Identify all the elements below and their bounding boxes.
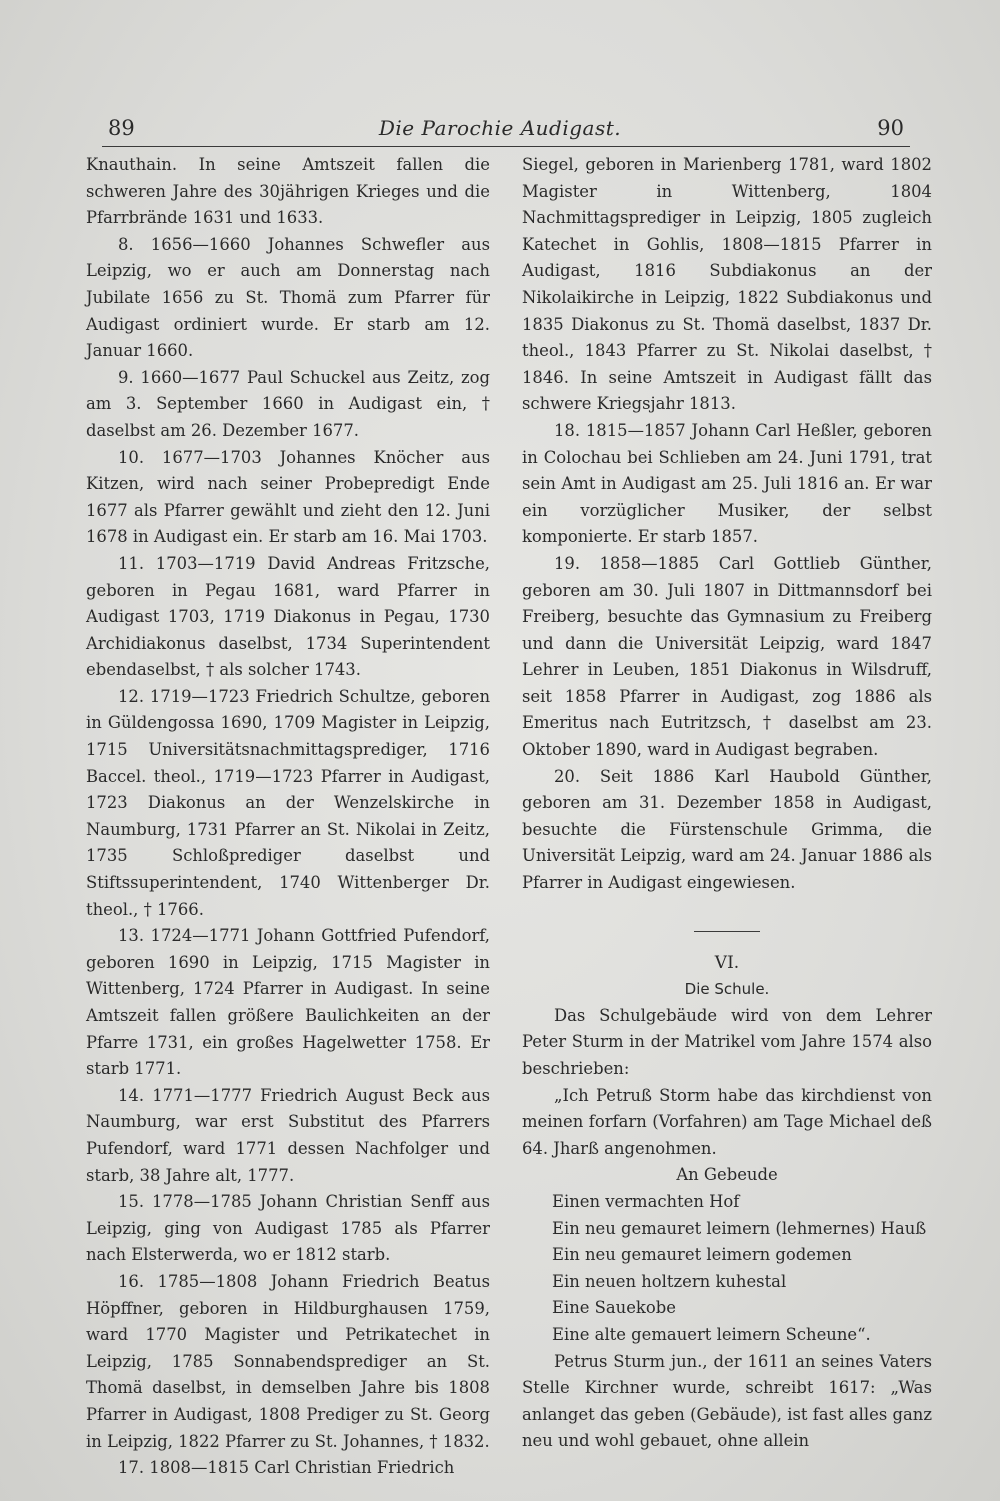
page-number-right: 90 — [877, 116, 904, 140]
pastor-entry-18: 18. 1815—1857 Johann Carl Heßler, geboren in Colochau bei Schlieben am 24. Juni 1791, trat sein Amt in Audigast am 25. Juli 1816 an. Er war ein vorzüglicher Musiker, der selbst komponierte. Er starb 1857. — [522, 420, 932, 547]
pastor-entry-17-start: 17. 1808—1815 Carl Christian Friedrich — [118, 1458, 455, 1478]
pastor-entry-10: 10. 1677—1703 Johannes Knöcher aus Kitzen, wird nach seiner Probepredigt Ende 1677 als Pfarrer gewählt und zieht den 12. Juni 1678 in Audigast ein. Er starb am 16. Mai 1703. — [86, 447, 490, 547]
pastor-entry-20: 20. Seit 1886 Karl Haubold Günther, geboren am 31. Dezember 1858 in Audigast, besuchte die Fürstenschule Grimma, die Universität Leipzig, ward am 24. Januar 1886 als Pfarrer in Audigast eingewiesen. — [522, 766, 932, 893]
page-number-left: 89 — [108, 116, 135, 140]
pastor-entry-12: 12. 1719—1723 Friedrich Schultze, geboren in Güldengossa 1690, 1709 Magister in Leipzig, 1715 Universitätsnachmittagsprediger, 1716 Baccel. theol., 1719—1723 Pfarrer in Audigast, 1723 Diakonus an der Wenzelskirche in Naumburg, 1731 Pfarrer an St. Nikolai in Zeitz, 1735 Schloßprediger daselbst und Stiftssuperintendent, 1740 Wittenberger Dr. theol., † 1766. — [86, 686, 490, 919]
section-title: Die Schule. — [684, 980, 770, 999]
pastor-entry-8: 8. 1656—1660 Johannes Schwefler aus Leipzig, wo er auch am Donnerstag nach Jubilate 1656 zu St. Thomä zum Pfarrer für Audigast ordiniert wurde. Er starb am 12. Januar 1660. — [86, 234, 490, 361]
pastor-entry-14: 14. 1771—1777 Friedrich August Beck aus Naumburg, war erst Substitut des Pfarrers Pufendorf, ward 1771 dessen Nachfolger und starb, 38 Jahre alt, 1777. — [86, 1085, 490, 1185]
pastor-entry-13: 13. 1724—1771 Johann Gottfried Pufendorf, geboren 1690 in Leipzig, 1715 Magister in Wittenberg, 1724 Pfarrer in Audigast. In seine Amtszeit fallen größere Baulichkeiten an der Pfarre 1731, ein großes Hagelwetter 1758. Er starb 1771. — [86, 926, 490, 1079]
page-header — [80, 112, 920, 148]
quote-opening: „Ich Petruß Storm habe das kirchdienst von meinen forfarn (Vorfahren) am Tage Michael deß 64. Jharß angenohmen. — [522, 1085, 932, 1158]
pastor-entry-15: 15. 1778—1785 Johann Christian Senff aus Leipzig, ging von Audigast 1785 als Pfarrer nach Elsterwerda, wo er 1812 starb. — [86, 1192, 490, 1265]
pastor-entry-16: 16. 1785—1808 Johann Friedrich Beatus Höpffner, geboren in Hildburghausen 1759, ward 1770 Magister und Petrikatechet in Leipzig, 1785 Sonnabendsprediger an St. Thomä daselbst, in demselben Jahre bis 1808 Pfarrer in Audigast, 1808 Prediger zu St. Georg in Leipzig, 1822 Pfarrer zu St. Johannes, † 1832. — [86, 1271, 490, 1451]
pastor-entry-19: 19. 1858—1885 Carl Gottlieb Günther, geboren am 30. Juli 1807 in Dittmannsdorf bei Freiberg, besuchte das Gymnasium zu Freiberg und dann die Universität Leipzig, ward 1847 Lehrer in Leuben, 1851 Diakonus in Wilsdruff, seit 1858 Pfarrer in Audigast, zog 1886 als Emeritus nach Eutritzsch, † daselbst am 23. Oktober 1890, ward in Audigast begraben. — [522, 553, 932, 760]
quote-item: Ein neu gemauret leimern (lehmernes) Hauß — [552, 1218, 927, 1238]
left-column — [86, 152, 490, 1482]
quote-heading: An Gebeude — [676, 1165, 778, 1185]
right-column — [522, 152, 932, 1455]
quote-item: Ein neu gemauret leimern godemen — [552, 1245, 852, 1265]
pastor-entry-11: 11. 1703—1719 David Andreas Fritzsche, geboren in Pegau 1681, ward Pfarrer in Audigast 1703, 1719 Diakonus in Pegau, 1730 Archidiakonus daselbst, 1734 Superintendent ebendaselbst, † als solcher 1743. — [86, 553, 490, 680]
section-intro: Das Schulgebäude wird von dem Lehrer Peter Sturm in der Matrikel vom Jahre 1574 also beschrieben: — [522, 1005, 932, 1078]
quote-item: Eine alte gemauert leimern Scheune“. — [552, 1324, 871, 1344]
quote-item: Einen vermachten Hof — [552, 1191, 740, 1211]
pastor-entry-9: 9. 1660—1677 Paul Schuckel aus Zeitz, zog am 3. September 1660 in Audigast ein, † daselbst am 26. Dezember 1677. — [86, 367, 490, 440]
section-separator — [694, 931, 760, 932]
closing-paragraph: Petrus Sturm jun., der 1611 an seines Vaters Stelle Kirchner wurde, schreibt 1617: „Was anlanget das geben (Gebäude), ist fast alles ganz neu und wohl gebauet, ohne allein — [522, 1351, 932, 1451]
quote-item: Ein neuen holtzern kuhestal — [552, 1271, 787, 1291]
paragraph-continuation: Knauthain. In seine Amtszeit fallen die schweren Jahre des 30jährigen Krieges und die Pfarrbrände 1631 und 1633. — [86, 155, 490, 228]
running-title: Die Parochie Audigast. — [378, 116, 622, 140]
quote-item: Eine Sauekobe — [552, 1298, 676, 1318]
section-number: VI. — [714, 952, 740, 973]
header-rule — [102, 146, 910, 147]
pastor-entry-17-continued: Siegel, geboren in Marienberg 1781, ward 1802 Magister in Wittenberg, 1804 Nachmittagsprediger in Leipzig, 1805 zugleich Katechet in Gohlis, 1808—1815 Pfarrer in Audigast, 1816 Subdiakonus an der Nikolaikirche in Leipzig, 1822 Subdiakonus und 1835 Diakonus zu St. Thomä daselbst, 1837 Dr. theol., 1843 Pfarrer zu St. Nikolai daselbst, † 1846. In seine Amtszeit in Audigast fällt das schwere Kriegsjahr 1813. — [522, 155, 932, 414]
